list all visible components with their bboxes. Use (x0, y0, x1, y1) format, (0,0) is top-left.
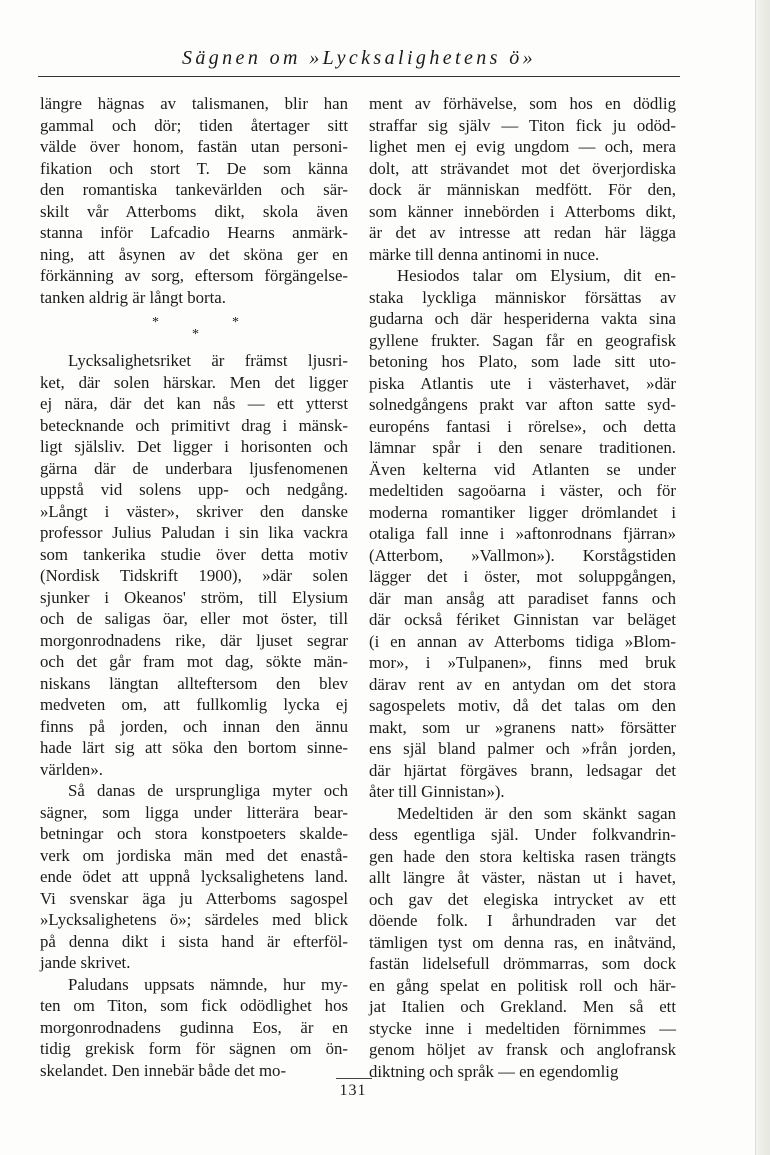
text-line: välde över honom, fastän utan personi- (40, 137, 348, 156)
text-line: »Långt i väster», skriver den danske (40, 501, 348, 521)
text-line: döende folk. I århundraden var det (369, 911, 676, 930)
asterism (40, 308, 348, 350)
text-line: där man ansåg att paradiset fanns och (369, 588, 676, 608)
text-line: moderna romantiker ligger drömlandet i (369, 502, 676, 522)
text-line: otaliga fall inne i »aftonrodnans fjärran» (369, 524, 676, 543)
paragraph (369, 265, 676, 803)
text-line: mor», i »Tulpanen», finns med bruk (369, 653, 676, 672)
text-line: betningar och stora konstpoeters skalde- (40, 824, 348, 843)
text-line: fikation och stort T. De som känna (40, 158, 348, 178)
text-line: uppstå vid solens upp- och nedgång. (40, 480, 348, 499)
text-line: Vi svenskar äga ju Atterboms sagospel (40, 888, 348, 908)
text-line: tämligen tyst om denna ras, en inåtvänd, (369, 932, 676, 952)
text-line: jande skrivet. (40, 953, 131, 972)
text-line: på denna dikt i sista hand är efterföl- (40, 931, 348, 951)
text-line: diktning och språk — en egendomlig (369, 1061, 619, 1081)
text-line: fastän lidelsefull drömmarras, som dock (369, 954, 676, 973)
text-line: gyllene frukter. Sagan får en geografisk (369, 330, 676, 350)
text-line: världen». (40, 759, 103, 779)
text-line: dock är människan medfött. För den, (369, 180, 676, 199)
text-line: skilt vår Atterboms dikt, skola även (40, 201, 348, 221)
text-line: finns på jorden, och innan den ännu (40, 716, 348, 736)
paragraph (40, 93, 348, 308)
paragraph (369, 803, 676, 1083)
paragraph (369, 93, 676, 265)
text-line: medveten om, att fullkomlig lycka ej (40, 695, 348, 714)
asterism-star: * (152, 315, 159, 330)
text-line: betoning hos Plato, som lade sitt uto- (369, 352, 676, 371)
text-line: därav rent av en antydan om det stora (369, 674, 676, 694)
text-line: makt, som ur »granens natt» försätter (369, 717, 676, 737)
text-line: ket, där solen härskar. Men det ligger (40, 372, 348, 392)
text-line: där hjärtat förgäves brann, ledsagar det (369, 760, 676, 780)
asterism-star: * (232, 315, 239, 330)
text-line: ligt själsliv. Det ligger i horisonten och (40, 437, 348, 456)
text-line: hade lärt sig att söka den bortom sinne- (40, 738, 348, 757)
text-line: morgonrodnadens rike, där ljuset segrar (40, 630, 348, 650)
text-line: sagospelets motiv, då det talas om den (369, 696, 676, 715)
text-line: ning, att åsynen av det sköna ger en (40, 244, 348, 264)
page-edge (755, 0, 770, 1155)
text-line: åter till Ginnistan»). (369, 782, 505, 801)
text-line: som känner innebörden i Atterboms dikt, (369, 201, 676, 221)
text-line: Så danas de ursprungliga myter och (68, 781, 348, 800)
text-line: skelandet. Den innebär både det mo- (40, 1060, 287, 1080)
text-line: (i en annan av Atterboms tidiga »Blom- (369, 631, 676, 651)
text-line: professor Julius Paludan i sin lika vackra (40, 523, 348, 542)
text-line: européns fantasi i rörelse», och detta (369, 416, 676, 436)
text-line: och de saligas öar, eller mot öster, till (40, 609, 348, 628)
paragraph (40, 780, 348, 974)
text-line: staka lyckliga människor försättas av (369, 287, 676, 307)
text-line: Lycksalighetsriket är främst ljusri- (68, 351, 348, 370)
text-line: sägner, som ligga under litterära bear- (40, 802, 348, 822)
text-line: allt längre åt väster, nästan ut i havet, (369, 868, 676, 887)
text-line: ment av förhävelse, som hos en dödlig (369, 94, 676, 113)
text-line: som tankerika studie över detta motiv (40, 544, 348, 564)
paragraph (40, 350, 348, 780)
text-line: gen hade den stora keltiska rasen trängts (369, 846, 676, 866)
text-line: (Nordisk Tidskrift 1900), »där solen (40, 566, 348, 585)
text-line: och det går fram mot dag, sökte män- (40, 652, 348, 671)
text-line: (Atterbom, »Vallmon»). Korstågstiden (369, 545, 676, 565)
text-line: tanken aldrig är långt borta. (40, 287, 226, 307)
text-line: ens själ bland palmer och »från jorden, (369, 739, 676, 758)
text-line: medeltiden sagoöarna i väster, och för (369, 481, 676, 500)
text-line: ende ödet att uppnå lycksalighetens land. (40, 867, 348, 886)
text-line: gärna där de underbara ljusfenomenen (40, 458, 348, 478)
text-line: verk om jordiska män med det enastå- (40, 845, 348, 865)
text-line: den romantiska tankevärlden och sär- (40, 180, 348, 199)
folio-rule (336, 1078, 372, 1079)
text-line: jat Italien och Grekland. Men så ett (369, 997, 676, 1016)
text-line: tidig grekisk form för sägnen om ön- (40, 1039, 348, 1058)
running-head: Sägnen om »Lycksalighetens ö» (181, 47, 537, 69)
text-line: lämnar spår i den senare traditionen. (369, 438, 676, 457)
text-line: längre hägnas av talismanen, blir han (40, 94, 348, 113)
paragraph (40, 974, 348, 1082)
right-column (369, 93, 676, 1082)
text-line: lighet men ej evig ungdom — och, mera (369, 137, 676, 156)
text-line: gudarna och där hesperiderna vakta sina (369, 309, 676, 328)
text-line: genom höljet av fransk och anglofransk (369, 1040, 676, 1059)
text-line: gammal och dör; tiden återtager sitt (40, 115, 348, 135)
text-line: märke till denna antinomi in nuce. (369, 244, 600, 264)
text-line: solnedgångens prakt var afton satte syd- (369, 395, 676, 414)
text-line: förkänning av sorg, eftersom förgängelse- (40, 266, 348, 285)
text-line: Paludans uppsats nämnde, hur my- (68, 974, 348, 994)
text-line: »Lycksalighetens ö»; särdeles med blick (40, 910, 348, 929)
text-line: morgonrodnadens gudinna Eos, är en (40, 1017, 348, 1037)
text-line: piska Atlantis ute i västerhavet, »där (369, 373, 676, 393)
text-line: är det av intresse att redan här lägga (369, 223, 676, 242)
text-line: dolt, att strävandet mot det överjordiska (369, 158, 676, 178)
text-line: niskans längtan allteftersom den blev (40, 673, 348, 693)
text-line: en gång spelat en politisk roll och här- (369, 975, 676, 995)
text-line: straffar sig själv — Titon fick ju odöd- (369, 115, 676, 135)
page-number: 131 (339, 1082, 367, 1099)
text-line: ten om Titon, som fick odödlighet hos (40, 996, 348, 1015)
header-rule (38, 76, 680, 77)
text-line: stycke inne i medeltiden förnimmes — (369, 1018, 676, 1038)
text-line: lägger det i öster, mot soluppgången, (369, 567, 676, 586)
asterism-star: * (192, 327, 199, 342)
text-line: och gav det elegiska intrycket av ett (369, 889, 676, 909)
text-line: ej nära, där det kan nås — ett ytterst (40, 394, 348, 413)
text-line: sjunker i Okeanos' ström, till Elysium (40, 587, 348, 607)
text-line: Medeltiden är den som skänkt sagan (397, 803, 676, 823)
text-line: där också fériket Ginnistan var beläget (369, 610, 676, 629)
text-line: stanna inför Lafcadio Hearns anmärk- (40, 223, 348, 242)
text-line: betecknande och primitivt drag i mänsk- (40, 415, 348, 435)
text-line: Hesiodos talar om Elysium, dit en- (397, 266, 676, 285)
text-line: dess egentliga själ. Under folkvandrin- (369, 825, 676, 844)
left-column (40, 93, 348, 1081)
text-line: Även kelterna vid Atlanten se under (369, 459, 676, 479)
